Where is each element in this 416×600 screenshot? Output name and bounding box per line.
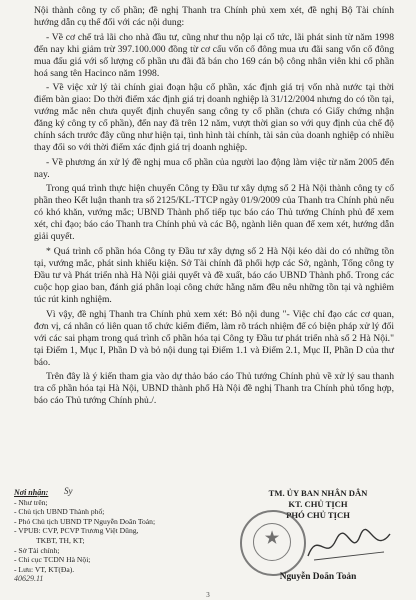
recipient-item: - Phó Chủ tịch UBND TP Nguyễn Doãn Toản; bbox=[14, 516, 156, 526]
paragraph: Trong quá trình thực hiện chuyển Công ty Đầu tư xây dựng số 2 Hà Nội thành công ty cổ phần theo Kết luận thanh tra số 2125/KL-TTCP ngày 01/9/2009 của Thanh tra Chính phủ nếu có khó khăn, vướng mắc; UBND Thành phố tiếp tục báo cáo Thủ tướng Chính phủ để xem xét, chỉ đạo; báo cáo Thanh tra Chính phủ và các Bộ, ngành liên quan để xem xét, hướng dẫn giải quyết. bbox=[34, 183, 394, 243]
official-seal-icon: ★ bbox=[240, 510, 306, 576]
paragraph: Vì vậy, đề nghị Thanh tra Chính phủ xem xét: Bỏ nội dung "- Việc chỉ đạo các cơ quan, đơn vị, cá nhân có liên quan tổ chức kiểm điểm, làm rõ trách nhiệm để có biện pháp xử lý đối với các sai phạm trong quá trình cổ phần hóa tại Công ty Đầu tư phát triển nhà số 2 Hà Nội." tại Điểm 1, Mục I, Phần D và bỏ nội dung tại Điểm 1.1 và Điểm 2.1, Mục II, Phần D của thư báo. bbox=[34, 308, 394, 368]
handwritten-note: 40629.11 bbox=[14, 574, 44, 583]
recipient-item: - Như trên; bbox=[14, 497, 48, 507]
handwritten-initials: Sy bbox=[64, 486, 73, 496]
paragraph: - Về cơ chế trả lãi cho nhà đầu tư, cũng như thu nộp lại cổ tức, lãi phát sinh từ năm 1998 đến nay khi giảm trừ 397.100.000 đồng từ cơ cấu vốn cổ đông mua ưu đãi sang vốn cổ đông mua đấu giá với số lượng cổ phần ưu đãi đã bán cho 169 cán bộ công nhân viên khi cổ phần hoá sang tên Hacinco năm 1998. bbox=[34, 31, 394, 79]
signatory-name: Nguyễn Doãn Toản bbox=[279, 572, 357, 582]
signature-title-line3: PHÓ CHỦ TỊCH bbox=[286, 510, 350, 520]
recipient-item: - Lưu: VT, KT(Đa). bbox=[14, 564, 75, 574]
recipient-item: - Sở Tài chính; bbox=[14, 545, 60, 555]
paragraph: * Quá trình cổ phần hóa Công ty Đầu tư xây dựng số 2 Hà Nội kéo dài do có những tồn tại, vướng mắc, phát sinh khiếu kiện. Sở Tài chính đã phối hợp các Sở, ngành, Tổng công ty Đầu tư và Phát triển nhà Hà Nội giải quyết và đề xuất, báo cáo UBND Thành phố. Trong các cuộc họp giao ban, đánh giá phân loại công chức hằng năm đều nêu những tồn tại và nghiêm túc rút kinh nghiệm. bbox=[34, 245, 394, 305]
paragraph: Nội thành công ty cổ phần; đề nghị Thanh tra Chính phủ xem xét, đề nghị Bộ Tài chính hướng dẫn cụ thể đối với các nội dung: bbox=[34, 5, 394, 28]
signature-title-line1: TM. ỦY BAN NHÂN DÂN bbox=[268, 488, 368, 498]
recipient-item: - Chủ tịch UBND Thành phố; bbox=[14, 507, 105, 517]
signature-title-line2: KT. CHỦ TỊCH bbox=[288, 499, 348, 509]
paragraph: - Về việc xử lý tài chính giai đoạn hậu cổ phần, xác định giá trị vốn nhà nước tại thời điểm bàn giao: Do thời điểm xác định giá trị doanh nghiệp là 31/12/2004 nhưng do có tồn tại, vướng mắc nên chưa quyết định chuyển sang công ty cổ phần (chưa có Giấy chứng nhận đăng ký công ty cổ phần), đến nay đã trên 12 năm, vượt thời gian so với quy định của chế độ chính sách trước đây cũng như hiện tại, tình hình tài chính, tài sản của doanh nghiệp có nhiều thay đổi so với thời điểm xác định giá trị doanh nghiệp. bbox=[34, 82, 394, 154]
recipients-heading: Nơi nhận: bbox=[14, 488, 49, 497]
page-number: 3 bbox=[206, 591, 210, 599]
document-footer bbox=[14, 488, 410, 588]
handwritten-signature-icon bbox=[304, 526, 394, 566]
recipient-item: - Chi cục TCDN Hà Nội; bbox=[14, 555, 91, 565]
signature-block bbox=[226, 488, 410, 582]
paragraph: - Về phương án xử lý đề nghị mua cổ phần của người lao động làm việc từ năm 2005 đến nay. bbox=[34, 156, 394, 180]
document-body bbox=[34, 5, 394, 410]
paragraph: Trên đây là ý kiến tham gia vào dự thảo báo cáo Thủ tướng Chính phủ về xử lý sau thanh tra cổ phần hóa tại Hà Nội, UBND thành phố Hà Nội đề nghị Thanh tra Chính phủ tổng hợp, báo cáo Thủ tướng Chính phủ./. bbox=[34, 371, 394, 407]
recipients-block bbox=[14, 488, 214, 574]
recipient-item: TKBT, TH, KT; bbox=[36, 535, 85, 545]
recipient-item: - VPUB: CVP, PCVP Trương Việt Dũng, bbox=[14, 526, 139, 536]
